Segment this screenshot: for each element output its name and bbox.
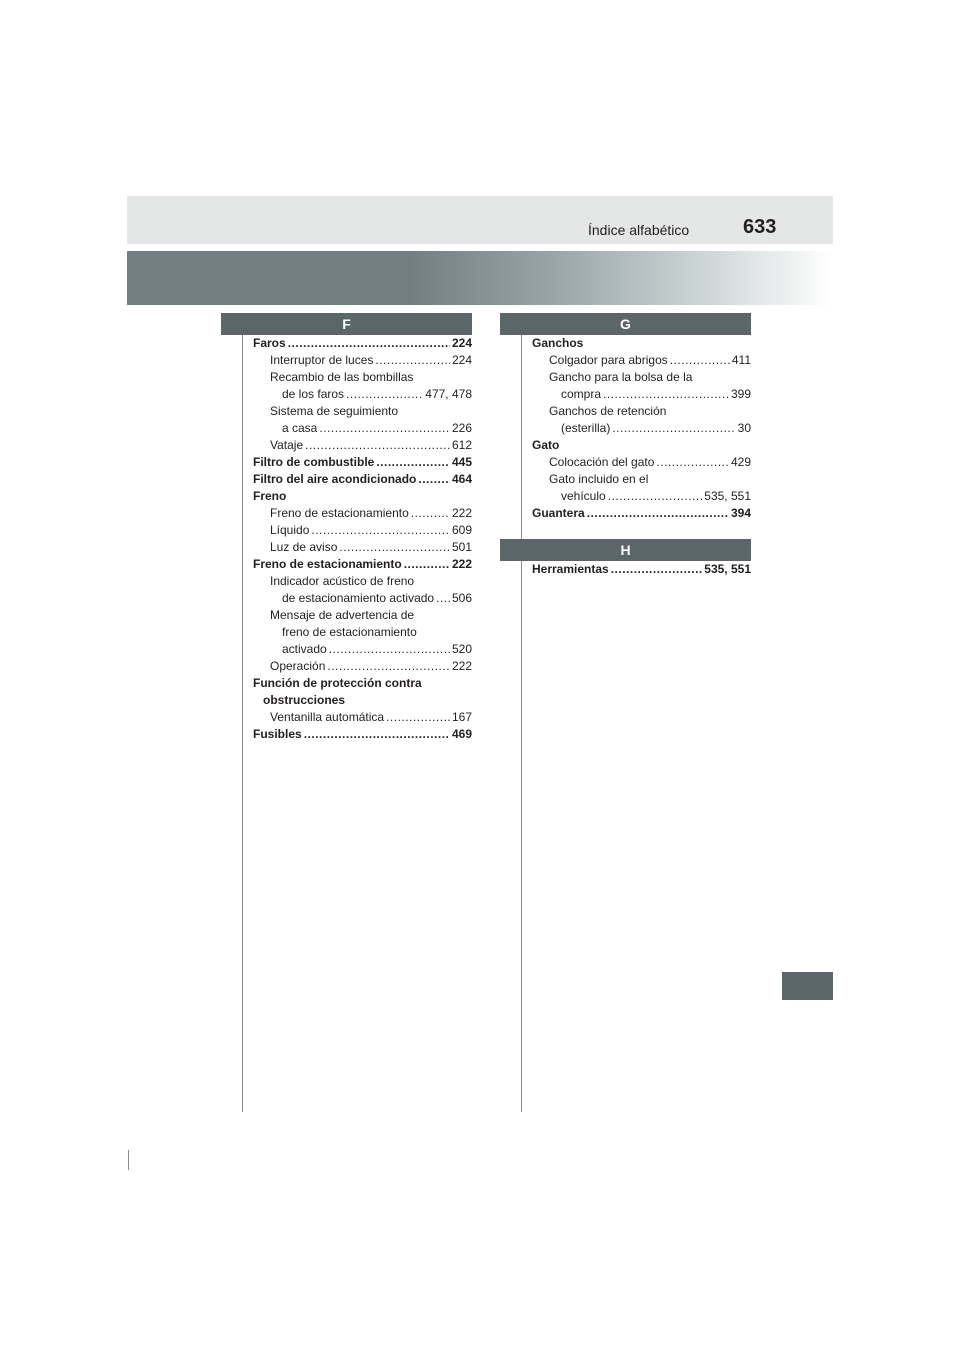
index-entry: Freno	[253, 489, 287, 503]
index-subentry: Indicador acústico de freno	[270, 574, 415, 588]
index-subentry-cont[interactable]: compra ..... 399	[532, 386, 751, 403]
index-subentry[interactable]: Colgador para abrigos ..... 411	[532, 352, 751, 369]
index-subentry[interactable]: Ventanilla automática ..... 167	[253, 709, 472, 726]
index-subentry[interactable]: Luz de aviso ..... 501	[253, 539, 472, 556]
header-bar	[127, 196, 833, 244]
index-subentry-cont[interactable]: de los faros ..... 477, 478	[253, 386, 472, 403]
index-subentry: Gato incluido en el	[549, 472, 649, 486]
index-subentry: Ganchos de retención	[549, 404, 667, 418]
column-divider-right	[521, 335, 522, 1112]
index-subentry[interactable]: Vataje ..... 612	[253, 437, 472, 454]
index-entry[interactable]: Fusibles ..... 469	[253, 726, 472, 743]
section-banner	[127, 251, 833, 305]
index-subentry-cont[interactable]: de estacionamiento activado ..... 506	[253, 590, 472, 607]
index-subentry: Mensaje de advertencia de	[270, 608, 415, 622]
page-title: Índice alfabético	[588, 222, 690, 238]
index-subentry[interactable]: Colocación del gato ..... 429	[532, 454, 751, 471]
letter-header-h: H	[500, 539, 751, 561]
index-subentry-cont[interactable]: a casa ..... 226	[253, 420, 472, 437]
index-entry[interactable]: Freno de estacionamiento ..... 222	[253, 556, 472, 573]
index-subentry: Recambio de las bombillas	[270, 370, 414, 384]
index-subentry: Gancho para la bolsa de la	[549, 370, 693, 384]
thumb-index-tab[interactable]	[782, 972, 833, 1000]
index-entry[interactable]: Filtro de combustible ..... 445	[253, 454, 472, 471]
index-entry[interactable]: Filtro del aire acondicionado ..... 464	[253, 471, 472, 488]
letter-header-f: F	[221, 313, 472, 335]
index-entry: Función de protección contra	[253, 676, 422, 690]
column-divider-left	[242, 335, 243, 1112]
index-subentry[interactable]: Interruptor de luces ..... 224	[253, 352, 472, 369]
index-list-h	[532, 561, 751, 578]
index-subentry[interactable]: Freno de estacionamiento ..... 222	[253, 505, 472, 522]
index-entry: Gato	[532, 438, 560, 452]
index-subentry-cont[interactable]: vehículo ..... 535, 551	[532, 488, 751, 505]
index-entry[interactable]: Faros ..... 224	[253, 335, 472, 352]
page-number: 633	[743, 216, 777, 238]
index-entry: Ganchos	[532, 336, 584, 350]
index-entry[interactable]: Guantera ..... 394	[532, 505, 751, 522]
index-list-f	[253, 335, 472, 743]
index-subentry-cont[interactable]: activado ..... 520	[253, 641, 472, 658]
index-subentry[interactable]: Operación ..... 222	[253, 658, 472, 675]
crop-mark	[128, 1150, 129, 1170]
index-entry[interactable]: Herramientas ..... 535, 551	[532, 561, 751, 578]
index-subentry[interactable]: Líquido ..... 609	[253, 522, 472, 539]
index-subentry-cont: freno de estacionamiento	[282, 625, 417, 639]
letter-header-g: G	[500, 313, 751, 335]
index-list-g	[532, 335, 751, 522]
index-subentry-cont[interactable]: (esterilla) ..... 30	[532, 420, 751, 437]
index-entry-cont: obstrucciones	[263, 693, 346, 707]
index-subentry: Sistema de seguimiento	[270, 404, 399, 418]
